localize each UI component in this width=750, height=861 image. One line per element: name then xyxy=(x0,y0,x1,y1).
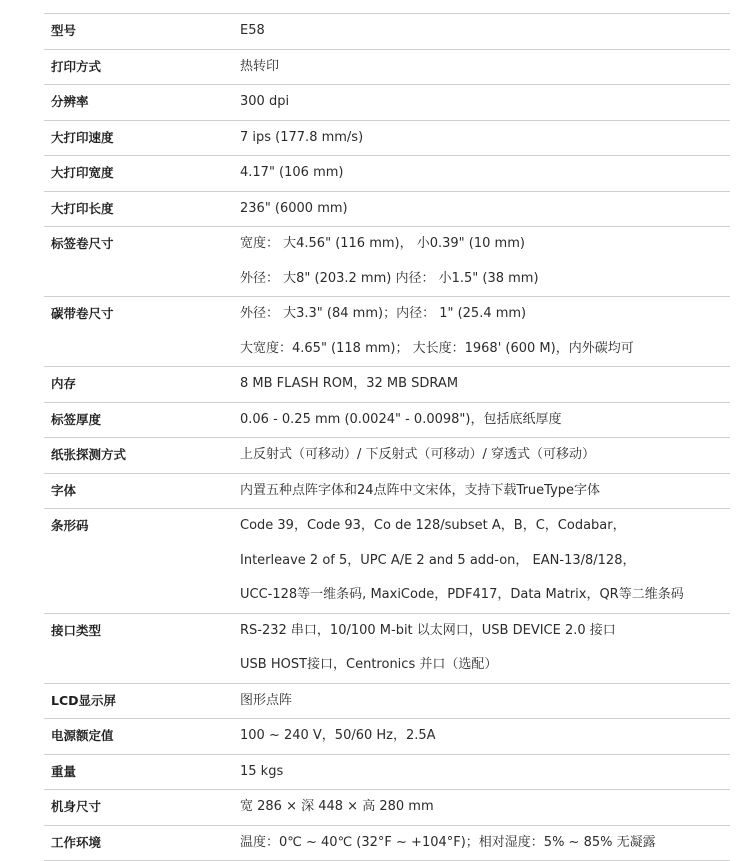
spec-row xyxy=(44,49,730,85)
spec-value xyxy=(240,509,730,613)
spec-value xyxy=(240,719,730,754)
spec-label: 打印方式 xyxy=(51,50,101,85)
spec-value-line: 8 MB FLASH ROM，32 MB SDRAM xyxy=(240,367,730,402)
spec-value xyxy=(240,755,730,790)
spec-row xyxy=(44,718,730,754)
spec-label: 标签卷尺寸 xyxy=(51,227,114,262)
spec-row xyxy=(44,825,730,861)
spec-label: 内存 xyxy=(51,367,76,402)
spec-value-line: E58 xyxy=(240,14,730,49)
spec-value xyxy=(240,614,730,683)
spec-row xyxy=(44,84,730,120)
spec-value-line: 100 ~ 240 V，50/60 Hz，2.5A xyxy=(240,719,730,754)
spec-row xyxy=(44,437,730,473)
spec-value-line: 外径： 大8" (203.2 mm) 内径： 小1.5" (38 mm) xyxy=(240,262,730,297)
spec-value xyxy=(240,826,730,861)
spec-value-line: 宽度： 大4.56" (116 mm)， 小0.39" (10 mm) xyxy=(240,227,730,262)
spec-value-line: 热转印 xyxy=(240,50,730,85)
spec-row xyxy=(44,473,730,509)
spec-row xyxy=(44,155,730,191)
spec-label: LCD显示屏 xyxy=(51,684,116,719)
spec-value-line: 15 kgs xyxy=(240,755,730,790)
spec-value-line: UCC-128等一维条码, MaxiCode，PDF417，Data Matrix，QR等二维条码 xyxy=(240,578,730,613)
spec-value xyxy=(240,367,730,402)
spec-label: 大打印速度 xyxy=(51,121,114,156)
spec-label: 条形码 xyxy=(51,509,89,544)
spec-row xyxy=(44,296,730,366)
spec-value xyxy=(240,790,730,825)
spec-label: 碳带卷尺寸 xyxy=(51,297,114,332)
spec-value xyxy=(240,50,730,85)
spec-label: 机身尺寸 xyxy=(51,790,101,825)
spec-value xyxy=(240,297,730,366)
spec-value-line: 4.17" (106 mm) xyxy=(240,156,730,191)
spec-value-line: 图形点阵 xyxy=(240,684,730,719)
spec-label: 分辨率 xyxy=(51,85,89,120)
spec-row xyxy=(44,366,730,402)
spec-label: 纸张探测方式 xyxy=(51,438,126,473)
spec-value-line: Code 39，Code 93，Co de 128/subset A，B，C，Codabar， xyxy=(240,509,730,544)
spec-row xyxy=(44,191,730,227)
spec-label: 重量 xyxy=(51,755,76,790)
spec-value xyxy=(240,121,730,156)
spec-value-line: Interleave 2 of 5，UPC A/E 2 and 5 add-on， EAN-13/8/128， xyxy=(240,544,730,579)
spec-value-line: 大宽度：4.65" (118 mm)； 大长度：1968' (600 M)，内外碳均可 xyxy=(240,332,730,367)
spec-label: 大打印宽度 xyxy=(51,156,114,191)
spec-value-line: 7 ips (177.8 mm/s) xyxy=(240,121,730,156)
spec-value-line: 236" (6000 mm) xyxy=(240,192,730,227)
spec-value xyxy=(240,192,730,227)
spec-value xyxy=(240,156,730,191)
spec-row xyxy=(44,613,730,683)
spec-row xyxy=(44,13,730,49)
spec-value-line: USB HOST接口，Centronics 并口（选配） xyxy=(240,648,730,683)
spec-value-line: 宽 286 × 深 448 × 高 280 mm xyxy=(240,790,730,825)
spec-table xyxy=(44,13,730,861)
spec-label: 接口类型 xyxy=(51,614,101,649)
spec-row xyxy=(44,120,730,156)
spec-value xyxy=(240,403,730,438)
spec-value xyxy=(240,474,730,509)
spec-value-line: 外径： 大3.3" (84 mm)；内径： 1" (25.4 mm) xyxy=(240,297,730,332)
spec-value xyxy=(240,684,730,719)
spec-value-line: RS-232 串口，10/100 M-bit 以太网口，USB DEVICE 2.0 接口 xyxy=(240,614,730,649)
spec-row xyxy=(44,508,730,613)
spec-row xyxy=(44,402,730,438)
spec-label: 电源额定值 xyxy=(51,719,114,754)
spec-value-line: 0.06 - 0.25 mm (0.0024" - 0.0098")，包括底纸厚度 xyxy=(240,403,730,438)
spec-value xyxy=(240,227,730,296)
spec-label: 工作环境 xyxy=(51,826,101,861)
spec-value xyxy=(240,438,730,473)
spec-value-line: 温度：0℃ ~ 40℃ (32°F ~ +104°F)；相对湿度：5% ~ 85% 无凝露 xyxy=(240,826,730,861)
spec-value-line: 上反射式（可移动）/ 下反射式（可移动）/ 穿透式（可移动） xyxy=(240,438,730,473)
spec-label: 型号 xyxy=(51,14,76,49)
spec-label: 字体 xyxy=(51,474,76,509)
spec-label: 标签厚度 xyxy=(51,403,101,438)
spec-row xyxy=(44,789,730,825)
spec-label: 大打印长度 xyxy=(51,192,114,227)
spec-value-line: 内置五种点阵字体和24点阵中文宋体，支持下载TrueType字体 xyxy=(240,474,730,509)
spec-value xyxy=(240,14,730,49)
spec-row xyxy=(44,754,730,790)
spec-value-line: 300 dpi xyxy=(240,85,730,120)
spec-row xyxy=(44,683,730,719)
spec-value xyxy=(240,85,730,120)
spec-row xyxy=(44,226,730,296)
